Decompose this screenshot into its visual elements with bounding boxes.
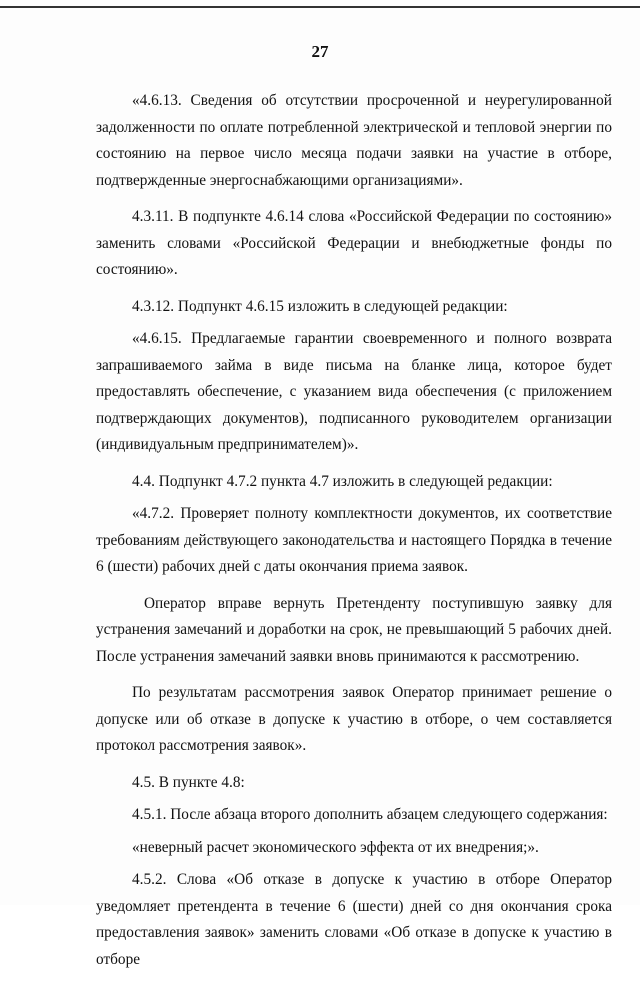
paragraph-quote-miscalc: «неверный расчет экономического эффекта от их внедрения;». [132, 838, 539, 856]
page-number: 27 [311, 42, 329, 61]
paragraph-4-5: 4.5. В пункте 4.8: [132, 773, 245, 791]
paragraph-4-6-15: «4.6.15. Предлагаемые гарантии своевременного и полного возврата запрашиваемого займа в виде письма на бланке лица, которое будет предоставлять обеспечение, с указанием вида обеспечения (с приложением подтверждающих документов), подписанного руководителем организации (индивидуальным предпринимателем)». [96, 330, 612, 453]
paragraph-4-5-1: 4.5.1. После абзаца второго дополнить абзацем следующего содержания: [132, 806, 608, 823]
paragraph-operator-return: Оператор вправе вернуть Претенденту поступившую заявку для устранения замечаний и доработки на срок, не превышающий 5 рабочих дней. После устранения замечаний заявки вновь принимаются к рассмотрению. [96, 594, 612, 665]
paragraph-review-results: По результатам рассмотрения заявок Оператор принимает решение о допуске или об отказе в допуске к участию в отборе, о чем составляется протокол рассмотрения заявок». [96, 684, 612, 754]
paragraph-4-5-2: 4.5.2. Слова «Об отказе в допуске к участию в отборе Оператор уведомляет претендента в течение 6 (шести) дней со дня окончания срока предоставления заявок» заменить словами «Об отказе в допуске к участию в отборе [96, 871, 612, 968]
paragraph-4-4: 4.4. Подпункт 4.7.2 пункта 4.7 изложить в следующей редакции: [132, 472, 553, 490]
paragraph-4-3-12: 4.3.12. Подпункт 4.6.15 изложить в следующей редакции: [132, 297, 508, 315]
paragraph-4-3-11: 4.3.11. В подпункте 4.6.14 слова «Российской Федерации по состоянию» заменить словами «Российской Федерации и внебюджетные фонды по состоянию». [96, 208, 612, 278]
document-body [96, 88, 612, 983]
paragraph-4-6-13: «4.6.13. Сведения об отсутствии просроченной и неурегулированной задолженности по оплате потребленной электрической и тепловой энергии по состоянию на первое число месяца подачи заявки на участие в отборе, подтвержденные энергоснабжающими организациями». [96, 92, 612, 189]
top-border-line [0, 6, 640, 8]
paragraph-4-7-2: «4.7.2. Проверяет полноту комплектности документов, их соответствие требованиям действующего законодательства и настоящего Порядка в течение 6 (шести) рабочих дней с даты окончания приема заявок. [96, 505, 612, 575]
